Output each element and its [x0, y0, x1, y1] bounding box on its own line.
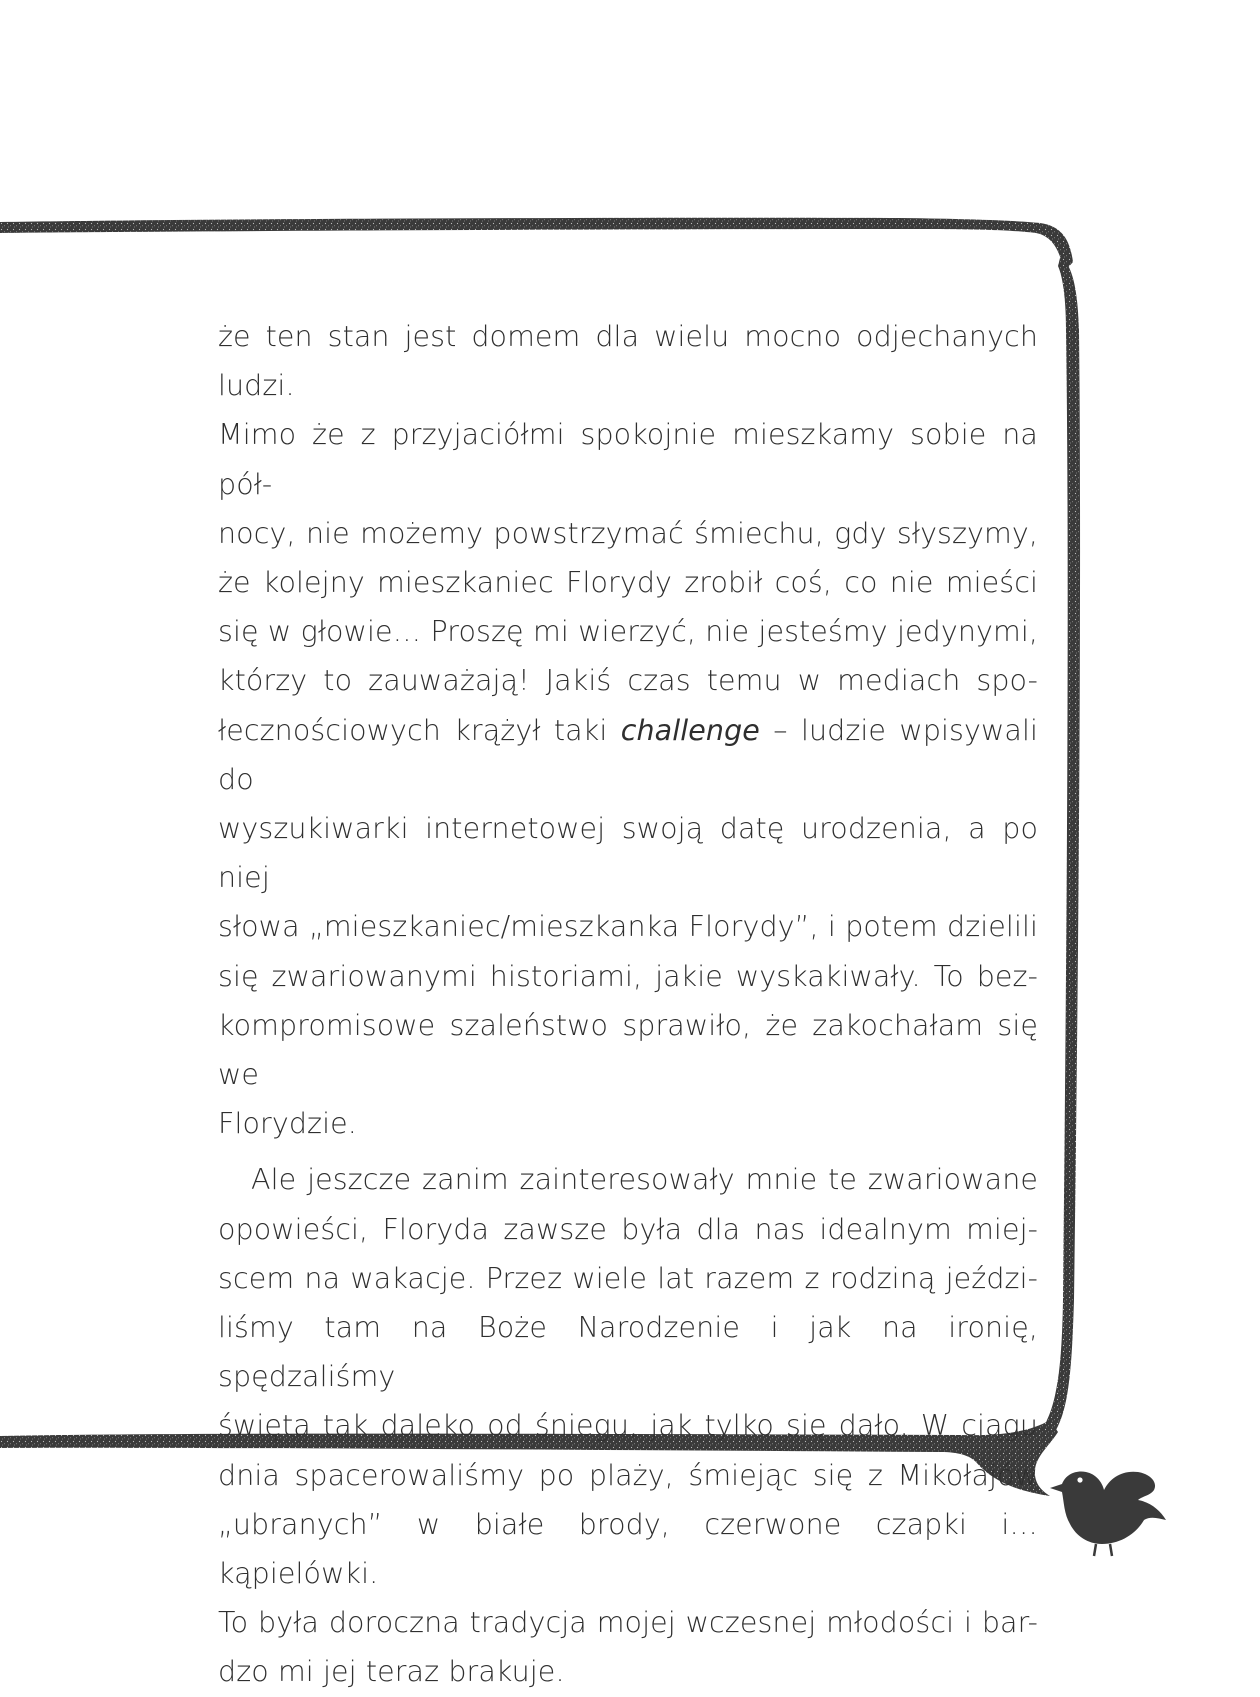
- text-line: [218, 1303, 1038, 1401]
- text-run: że kolejny mieszkaniec Florydy zrobił coś, co nie mieści: [218, 566, 1038, 600]
- text-run: kompromisowe szaleństwo sprawiło, że zakochałam się we: [218, 1008, 1038, 1092]
- text-run: Florydzie.: [218, 1107, 357, 1141]
- text-line: [218, 1598, 1038, 1647]
- text-line: [218, 804, 1038, 902]
- text-run: liśmy tam na Boże Narodzenie i jak na ironię, spędzaliśmy: [218, 1311, 1038, 1394]
- body-text: [218, 312, 1038, 1697]
- text-run: „ubranych” w białe brody, czerwone czapki i… kąpielówki.: [218, 1507, 1038, 1591]
- text-run: Mimo że z przyjaciółmi spokojnie mieszkamy sobie na pół-: [218, 418, 1038, 501]
- text-line: [218, 1451, 1038, 1500]
- bird-icon: [1050, 1472, 1166, 1557]
- text-run: święta tak daleko od śniegu, jak tylko się dało. W ciągu: [218, 1409, 1038, 1443]
- text-line: [218, 902, 1038, 951]
- text-run: którzy to zauważają! Jakiś czas temu w mediach spo-: [218, 664, 1038, 698]
- text-line: [218, 1647, 1038, 1696]
- text-line: [218, 656, 1038, 705]
- text-run: dzo mi jej teraz brakuje.: [218, 1655, 565, 1689]
- text-run: To była doroczna tradycja mojej wczesnej młodości i bar-: [218, 1606, 1038, 1640]
- text-line: [218, 1500, 1038, 1598]
- text-line: [218, 952, 1038, 1001]
- paragraph: [218, 1155, 1038, 1696]
- text-line: [218, 312, 1038, 410]
- text-run: – ludzie wpisywali do: [218, 713, 1038, 796]
- text-run: się zwariowanymi historiami, jakie wyskakiwały. To bez-: [218, 959, 1038, 993]
- text-run: dnia spacerowaliśmy po plaży, śmiejąc się z Mikołajów: [218, 1458, 1038, 1492]
- paragraph: [218, 312, 1038, 1148]
- text-run: łecznościowych krążył taki: [218, 713, 621, 747]
- text-line: [218, 1205, 1038, 1254]
- text-line: [218, 410, 1038, 508]
- text-line: [218, 607, 1038, 656]
- text-line: [218, 1099, 1038, 1148]
- text-line: [218, 1001, 1038, 1099]
- text-run: nocy, nie możemy powstrzymać śmiechu, gdy słyszymy,: [218, 516, 1038, 550]
- text-line: [218, 509, 1038, 558]
- text-run: wyszukiwarki internetowej swoją datę urodzenia, a po niej: [218, 812, 1038, 895]
- text-run: się w głowie… Proszę mi wierzyć, nie jesteśmy jedynymi,: [218, 615, 1038, 649]
- text-run: scem na wakacje. Przez wiele lat razem z rodziną jeździ-: [218, 1261, 1038, 1295]
- text-line: [218, 1254, 1038, 1303]
- italic-term: challenge: [620, 713, 760, 747]
- text-line: [218, 558, 1038, 607]
- text-line: [218, 1401, 1038, 1450]
- bubble-top-border: [0, 218, 1073, 272]
- bubble-right-border: [1045, 258, 1080, 1430]
- text-line: [218, 1155, 1038, 1204]
- text-run: opowieści, Floryda zawsze była dla nas idealnym miej-: [218, 1212, 1038, 1246]
- text-run: Ale jeszcze zanim zainteresowały mnie te zwariowane: [251, 1163, 1038, 1197]
- text-run: słowa „mieszkaniec/mieszkanka Florydy”, i potem dzielili: [218, 910, 1038, 944]
- text-line: [218, 706, 1038, 804]
- text-run: że ten stan jest domem dla wielu mocno odjechanych ludzi.: [218, 320, 1038, 403]
